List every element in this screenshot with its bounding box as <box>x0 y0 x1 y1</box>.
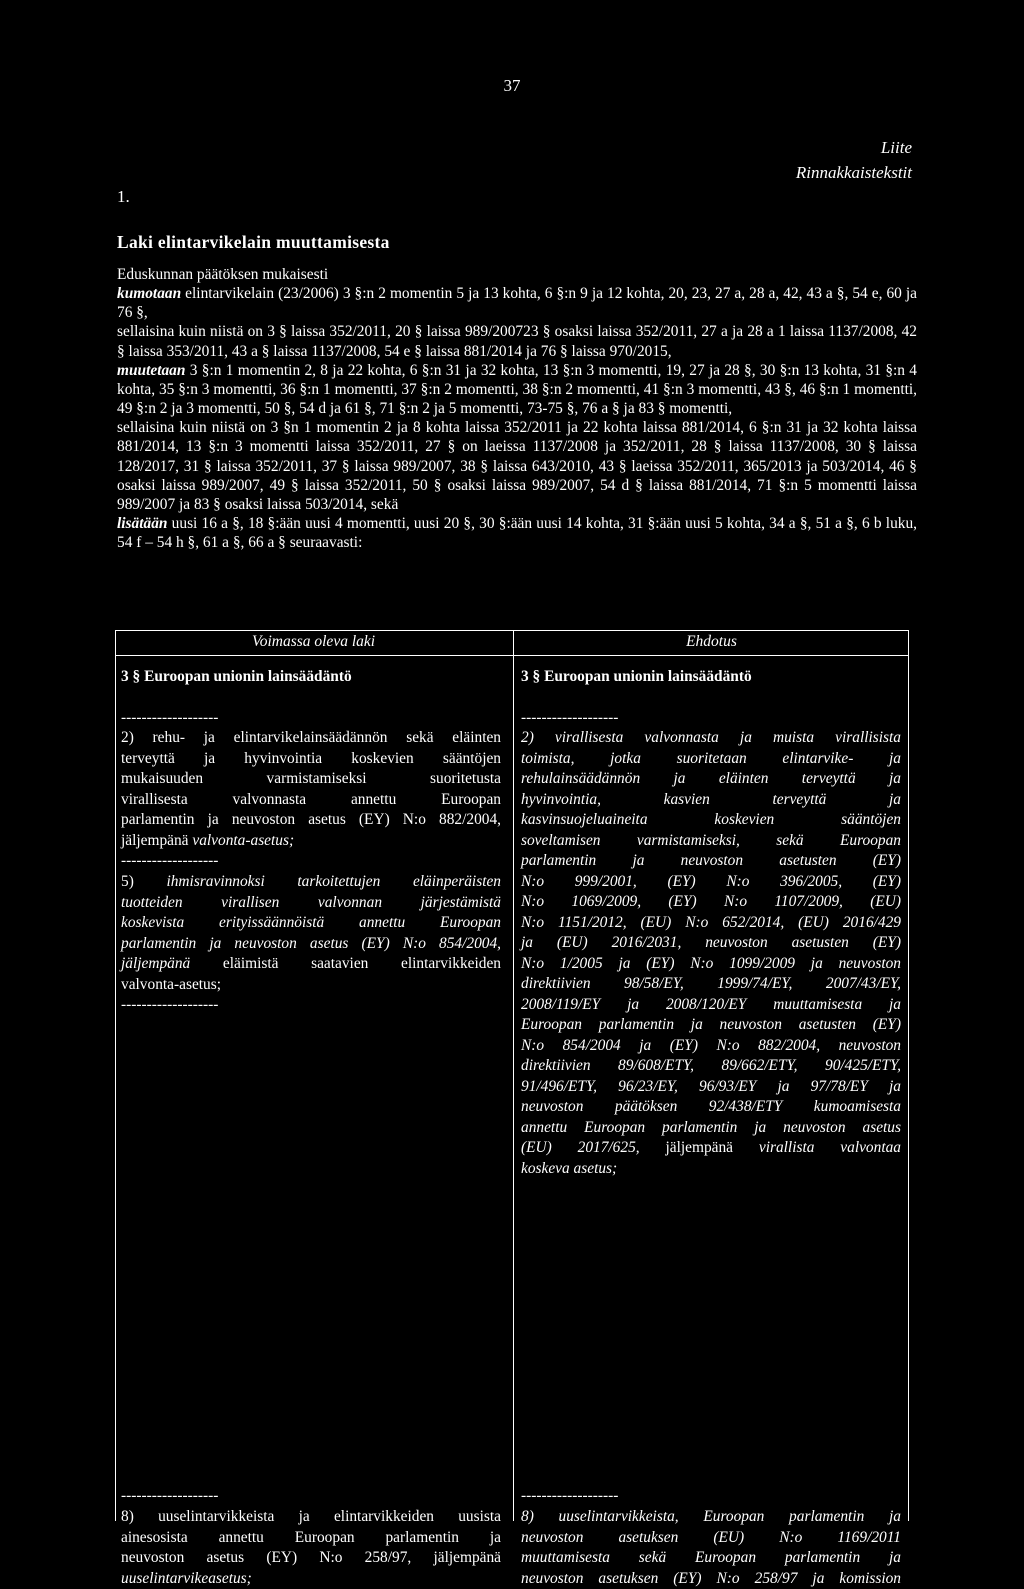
text-line: ja (EU) 2016/2031, neuvoston asetusten (EY) <box>521 933 901 954</box>
text-line: parlamentin ja neuvoston asetus (EY) N:o 854/2004, <box>121 934 501 955</box>
omission-dashes: ------------------- <box>121 708 218 729</box>
text-line: N:o 1069/2009, (EY) N:o 1107/2009, (EU) <box>521 892 901 913</box>
proposal-header: Ehdotus <box>513 633 910 651</box>
text-line: tuotteiden virallisen valvonnan järjestämistä <box>121 893 501 914</box>
header-separator <box>115 655 909 656</box>
omission-dashes: ------------------- <box>121 995 218 1016</box>
text-line: toimista, jotka suoritetaan elintarvike- ja <box>521 749 901 770</box>
text-line: 8) uuselintarvikkeista ja elintarvikkeiden uusista <box>121 1507 501 1528</box>
text-span: jäljempänä <box>121 955 190 972</box>
repeal-paragraph <box>117 284 917 322</box>
omission-dashes: ------------------- <box>521 708 618 729</box>
text-line: 2) virallisesta valvonnasta ja muista virallisista <box>521 728 901 749</box>
text-line: koskeva asetus; <box>521 1159 901 1180</box>
current-section-heading: 3 § Euroopan unionin lainsäädäntö <box>121 667 352 688</box>
text-span: eläimistä saatavien elintarvikkeiden <box>190 955 501 972</box>
text-line: hyvinvointia, kasvien terveyttä ja <box>521 790 901 811</box>
text-line: direktiivien 89/608/ETY, 89/662/ETY, 90/425/ETY, <box>521 1056 901 1077</box>
text-line: terveyttä ja hyvinvointia koskevien sääntöjen <box>121 749 501 770</box>
omission-dashes: ------------------- <box>121 1486 218 1507</box>
text-line <box>121 954 501 975</box>
text-line: kasvinsuojeluaineita koskevien sääntöjen <box>521 810 901 831</box>
text-span: jäljempänä <box>640 1139 759 1156</box>
text-line: 8) uuselintarvikkeista, Euroopan parlamentin ja <box>521 1507 901 1528</box>
text-line: ainesosista annettu Euroopan parlamentin ja <box>121 1528 501 1549</box>
proposal-item-2 <box>521 728 901 1179</box>
text-line: koskevista erityissäännöistä annettu Euroopan <box>121 913 501 934</box>
text-line <box>521 1138 901 1159</box>
table-left-border <box>115 631 116 1521</box>
table-right-border <box>908 631 909 1521</box>
text-line <box>121 831 501 852</box>
text-line: neuvoston asetuksen (EU) N:o 1169/2011 <box>521 1528 901 1549</box>
text-line: neuvoston asetus (EY) N:o 258/97, jäljempänä <box>121 1548 501 1569</box>
current-item-5 <box>121 872 501 995</box>
text-line: 91/496/ETY, 96/23/EY, 96/93/EY ja 97/78/EY ja <box>521 1077 901 1098</box>
section-number: 1. <box>117 187 130 207</box>
text-line: neuvoston päätöksen 92/438/ETY kumoamisesta <box>521 1097 901 1118</box>
current-item-2 <box>121 728 501 851</box>
add-paragraph <box>117 514 917 552</box>
proposal-section-heading: 3 § Euroopan unionin lainsäädäntö <box>521 667 752 688</box>
amend-text: 3 §:n 1 momentin 2, 8 ja 22 kohta, 6 §:n 31 ja 32 kohta, 13 §:n 3 momentti, 19, 27 ja 28 §, 30 §:n 13 kohta, 31 §:n 4 kohta, 35 §:n 3 momentti, 36 §:n 1 momentti, 37 §:n 2 momentti, 38 §:n 2 momentti, 41 §:n 3 momentti, 43 §, 46 §:n 1 momentti, 49 §:n 2 ja 3 momentti, 50 §, 54 d ja 61 §, 71 §:n 2 ja 5 momentti, 73-75 §, 76 a § ja 83 § momentti, <box>117 362 917 417</box>
amend-tail: sellaisina kuin niistä on 3 §n 1 momentin 2 ja 8 kohta laissa 352/2011 ja 22 kohta laissa 881/2014, 6 §:n 31 ja 32 kohta laissa 881/2014, 13 §:n 3 momentti laissa 352/2011, 27 § on laeissa 1137/2008 ja 352/2011, 28 § laissa 1137/2008, 30 § laissa 128/2017, 31 § laissa 352/2011, 37 § laissa 989/2007, 38 § laissa 643/2010, 43 § laeissa 352/2011, 365/2013 ja 503/2014, 46 § osaksi laissa 989/2007, 49 § laissa 352/2011, 50 § osaksi laissa 989/2007, 54 d § laissa 881/2014, 71 §:n 5 momentti laissa 989/2007 ja 83 § osaksi laissa 503/2014, sekä <box>117 418 917 514</box>
text-line: neuvoston asetuksen (EY) N:o 258/97 ja komission <box>521 1569 901 1589</box>
add-text: uusi 16 a §, 18 §:ään uusi 4 momentti, uusi 20 §, 30 §:ään uusi 14 kohta, 31 §:ään uusi 5 kohta, 34 a §, 51 a §, 6 b luku, 54 f – 54 h §, 61 a §, 66 a § seuraavasti: <box>117 515 917 551</box>
text-line: parlamentin ja neuvoston asetusten (EY) <box>521 851 901 872</box>
current-law-header: Voimassa oleva laki <box>115 633 512 651</box>
column-divider <box>513 631 514 1521</box>
text-line: direktiivien 98/58/EY, 1999/74/EY, 2007/43/EY, <box>521 974 901 995</box>
current-item-8 <box>121 1507 501 1589</box>
text-line: soveltamisen varmistamiseksi, sekä Euroopan <box>521 831 901 852</box>
text-span: ihmisravinnoksi tarkoitettujen eläinperäisten <box>166 873 501 890</box>
text-span: (EU) 2017/625, <box>521 1139 640 1156</box>
intro-text <box>117 265 917 552</box>
keyword-muutetaan: muutetaan <box>117 362 185 379</box>
text-line: parlamentin ja neuvoston asetus (EY) N:o 882/2004, <box>121 810 501 831</box>
omission-dashes: ------------------- <box>521 1486 618 1507</box>
intro-line: Eduskunnan päätöksen mukaisesti <box>117 265 917 284</box>
text-line: muuttamisesta sekä Euroopan parlamentin ja <box>521 1548 901 1569</box>
appendix-subtitle: Rinnakkaistekstit <box>796 163 912 183</box>
text-line: mukaisuuden varmistamiseksi suoritetusta <box>121 769 501 790</box>
text-span: jäljempänä <box>121 832 192 849</box>
text-line: uuselintarvikeasetus; <box>121 1569 501 1589</box>
text-line: 2008/119/EY ja 2008/120/EY muuttamisesta ja <box>521 995 901 1016</box>
proposal-item-8 <box>521 1507 901 1589</box>
repeal-text: elintarvikelain (23/2006) 3 §:n 2 momentin 5 ja 13 kohta, 6 §:n 9 ja 12 kohta, 20, 23, 27 a, 28 a, 42, 43 a §, 54 e, 60 ja 76 §, <box>117 285 917 321</box>
text-line <box>121 872 501 893</box>
text-line: N:o 999/2001, (EY) N:o 396/2005, (EY) <box>521 872 901 893</box>
text-line: N:o 1/2005 ja (EY) N:o 1099/2009 ja neuvoston <box>521 954 901 975</box>
keyword-lisataan: lisätään <box>117 515 167 532</box>
repeal-tail: sellaisina kuin niistä on 3 § laissa 352/2011, 20 § laissa 989/200723 § osaksi laissa 352/2011, 27 a ja 28 a 1 laissa 1137/2008, 42 § laissa 353/2011, 43 a § laissa 1137/2008, 54 e § laissa 881/2014 ja 76 § laissa 970/2015, <box>117 322 917 360</box>
omission-dashes: ------------------- <box>121 851 218 872</box>
defined-term: valvonta-asetus; <box>192 832 294 849</box>
keyword-kumotaan: kumotaan <box>117 285 181 302</box>
law-title: Laki elintarvikelain muuttamisesta <box>117 232 390 253</box>
text-line: valvonta-asetus; <box>121 975 501 996</box>
page-number: 37 <box>0 76 1024 96</box>
text-line: 2) rehu- ja elintarvikelainsäädännön sekä eläinten <box>121 728 501 749</box>
item-number: 5) <box>121 873 166 890</box>
amend-paragraph <box>117 361 917 418</box>
text-line: rehulainsäädännön ja eläinten terveyttä ja <box>521 769 901 790</box>
defined-term: virallista valvontaa <box>759 1139 901 1156</box>
text-line: N:o 854/2004 ja (EY) N:o 882/2004, neuvoston <box>521 1036 901 1057</box>
text-line: N:o 1151/2012, (EU) N:o 652/2014, (EU) 2016/429 <box>521 913 901 934</box>
text-line: Euroopan parlamentin ja neuvoston asetusten (EY) <box>521 1015 901 1036</box>
text-line: annettu Euroopan parlamentin ja neuvoston asetus <box>521 1118 901 1139</box>
text-line: virallisesta valvonnasta annettu Euroopan <box>121 790 501 811</box>
comparison-table <box>115 630 909 1521</box>
appendix-title: Liite <box>881 138 912 158</box>
